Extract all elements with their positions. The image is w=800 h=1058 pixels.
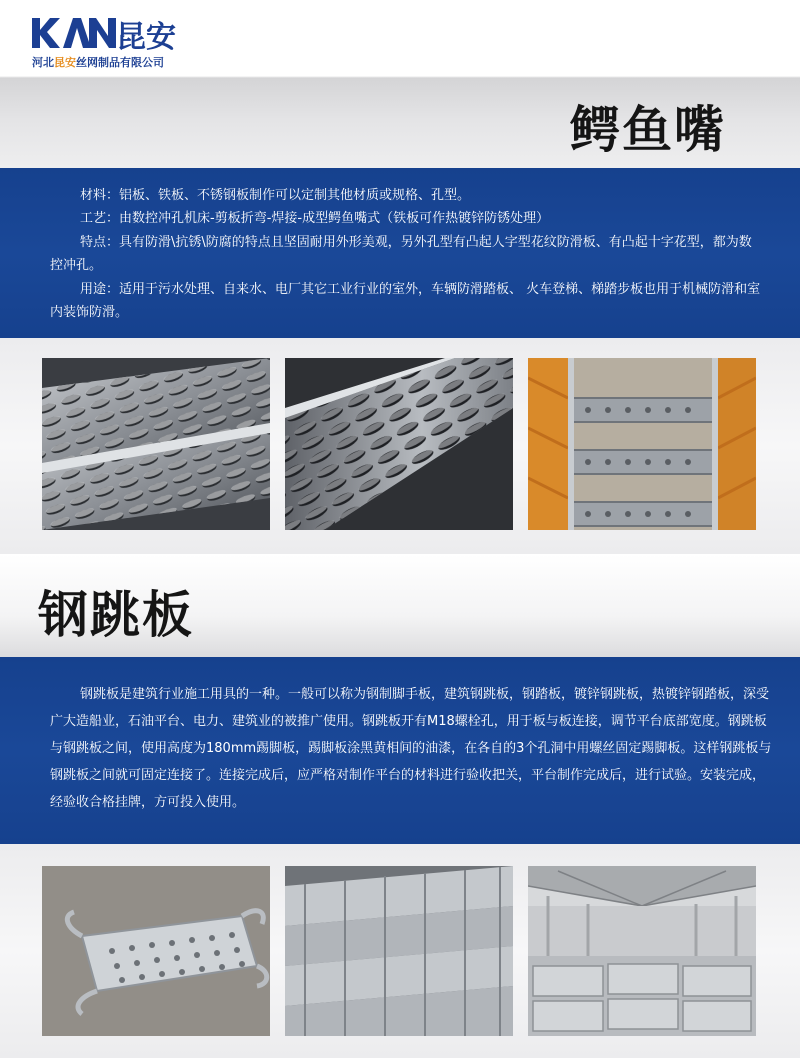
kan-logo-mark [30,12,120,52]
company-logo [30,10,200,70]
section-title-steel-plank: 钢跳板 [38,586,194,644]
logo-chinese-name: 昆安 [116,20,176,55]
stacked-steel-planks-photo [285,866,513,1036]
crocodile-mouth-description-band [0,168,800,338]
steel-plank-description [50,681,772,816]
spec-process: 工艺：由数控冲孔机床-剪板折弯-焊接-成型鳄鱼嘴式（铁板可作热镀锌防锈处理） [80,211,550,227]
logo-company-subtitle [32,54,164,70]
page-header [0,0,800,168]
perforated-slotted-plate-photo [285,358,513,530]
warehouse-planks-photo [528,866,756,1036]
crocodile-mouth-plate-photo [42,358,270,530]
spec-usage: 用途：适用于污水处理、自来水、电厂其它工业行业的室外，车辆防滑踏板、 火车登梯、梯踏步板也用于机械防滑和室内装饰防滑。 [50,281,761,321]
steel-plank-paragraph: 钢跳板是建筑行业施工用具的一种。一般可以称为钢制脚手板，建筑钢跳板，钢踏板，镀锌钢跳板，热镀锌钢踏板，深受广大造船业，石油平台、电力、建筑业的被推广使用。钢跳板开有M18螺栓孔，用于板与板连接，调节平台底部宽度。钢跳板与钢跳板之间，使用高度为180mm踢脚板，踢脚板涂黑黄相间的油漆，在各自的3个孔洞中用螺丝固定踢脚板。这样钢跳板与钢跳板之间就可固定连接了。连接完成后，应严格对制作平台的材料进行验收把关，平台制作完成后，进行试验。安装完成，经验收合格挂牌，方可投入使用。 [50,687,772,810]
crocodile-mouth-description [50,184,762,324]
spec-material: 材料：铝板、铁板、不锈钢板制作可以定制其他材质或规格、孔型。 [80,188,471,203]
steel-plank-with-hooks-photo [42,866,270,1036]
section-title-crocodile-mouth: 鳄鱼嘴 [570,101,726,159]
stair-tread-photo [528,358,756,530]
subtitle-highlight: 昆安 [54,56,76,69]
steel-plank-photo-strip [0,844,800,1058]
spec-features: 特点：具有防滑\抗锈\防腐的特点且坚固耐用外形美观，另外孔型有凸起人字型花纹防滑板、有凸起十字花型，都为数控冲孔。 [50,234,752,274]
subtitle-part: 河北 [32,56,54,69]
crocodile-mouth-photo-strip [0,338,800,554]
subtitle-part: 丝网制品有限公司 [76,56,164,69]
steel-plank-description-band [0,657,800,844]
